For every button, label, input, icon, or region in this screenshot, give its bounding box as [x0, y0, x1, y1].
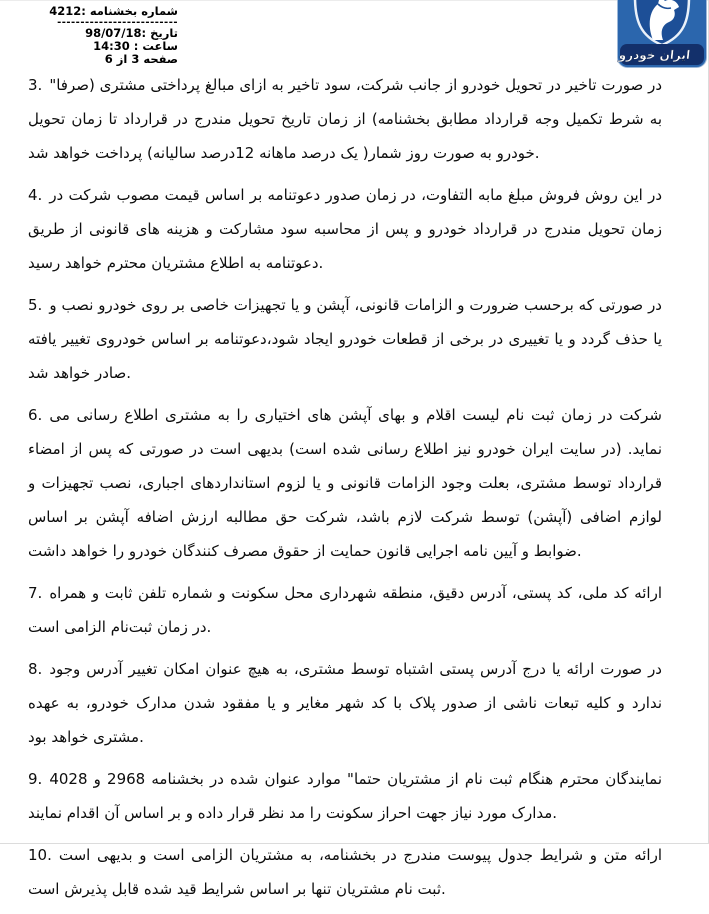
clause-4-number: 4. [28, 186, 43, 204]
clause-5-number: 5. [28, 296, 43, 314]
page-number-line: صفحه 3 از 6 [104, 52, 178, 66]
time-sep: : [129, 39, 143, 53]
circular-number-sep: : [81, 4, 90, 18]
clause-6-text: شرکت در زمان ثبت نام لیست اقلام و بهای آپشن های اختیاری را به مشتری اطلاع رسانی می نماید. (در سایت ایران خودرو نیز اطلاع رسانی شده است) بدیهی است در صورتی که پس از امضاء قرارداد توسط مشتری، بعلت وجود الزامات قانونی و یا لزوم استانداردهای اجباری، نصب تجهیزات و لوازم اضافی (آپشن) توسط شرکت لازم باشد، شرکت حق مطالبه ارزش اضافه آپشن بر اساس ضوابط و آیین نامه اجرایی قانون حمایت از حقوق مصرف کنندگان خودرو را خواهد داشت. [28, 406, 662, 560]
date-value: 98/07/18 [85, 26, 142, 40]
clause-3-text: در صورت تاخیر در تحویل خودرو از جانب شرکت، سود تاخیر به ازای مبالغ پرداختی مشتری (صرفا" به شرط تکمیل وجه قرارداد مطابق بخشنامه) از زمان تاریخ تحویل مندرج در قرارداد تا زمان تحویل خودرو به صورت روز شمار( یک درصد ماهانه 12درصد سالیانه) پرداخت خواهد شد. [28, 76, 662, 162]
iran-khodro-logo-svg [617, 0, 707, 68]
clause-4 [28, 178, 662, 280]
document-body [28, 68, 662, 914]
clause-5 [28, 288, 662, 390]
clause-5-text: در صورتی که برحسب ضرورت و الزامات قانونی، آپشن و یا تجهیزات خاصی بر روی خودرو نصب و یا حذف گردد و یا تغییری در برخی از قطعات خودرو ایجاد شود،دعوتنامه بر اساس خودروی تغییر یافته صادر خواهد شد. [28, 296, 662, 382]
iran-khodro-logo [617, 0, 707, 68]
clause-8 [28, 652, 662, 754]
clause-3-number: 3. [28, 76, 43, 94]
circular-number-label: شماره بخشنامه [89, 4, 178, 18]
date-sep: : [141, 26, 151, 40]
time-label: ساعت [142, 39, 178, 53]
clause-8-text: در صورت ارائه یا درج آدرس پستی اشتباه توسط مشتری، به هیچ عنوان امکان تغییر آدرس وجود ندارد و کلیه تبعات ناشی از صدور پلاک با کد شهر مغایر و یا مفقود شدن مدارک خودرو، به عهده مشتری خواهد بود. [28, 660, 662, 746]
clause-4-text: در این روش فروش مبلغ مابه التفاوت، در زمان صدور دعوتنامه بر اساس قیمت مصوب شرکت در زمان تحویل مندرج در قرارداد خودرو و پس از محاسبه سود مشارکت و هزینه های قانونی از طریق دعوتنامه به اطلاع مشتریان محترم خواهد رسید. [28, 186, 662, 272]
clause-9-text: نمایندگان محترم هنگام ثبت نام از مشتریان حتما" موارد عنوان شده در بخشنامه 2968 و 4028 مدارک مورد نیاز جهت احراز سکونت را مد نظر قرار داده و بر اساس آن اقدام نمایند. [28, 770, 662, 822]
clause-3 [28, 68, 662, 170]
date-label: تاریخ [150, 26, 178, 40]
header-divider: -------------------------- [57, 17, 178, 28]
clause-8-number: 8. [28, 660, 43, 678]
clause-9-number: 9. [28, 770, 43, 788]
header-meta-block [26, 5, 178, 66]
clause-10 [28, 838, 662, 906]
clause-7-number: 7. [28, 584, 43, 602]
logo-band-text: ایران خودرو [618, 48, 691, 62]
clause-7 [28, 576, 662, 644]
clause-9 [28, 762, 662, 830]
clause-7-text: ارائه کد ملی، کد پستی، آدرس دقیق، منطقه شهرداری محل سکونت و شماره تلفن ثابت و همراه در زمان ثبت‌نام الزامی است. [28, 584, 662, 636]
clause-10-number: 10. [28, 846, 52, 864]
clause-10-text: ارائه متن و شرایط جدول پیوست مندرج در بخشنامه، به مشتریان الزامی است و بدیهی است ثبت نام مشتریان تنها بر اساس شرایط قید شده قابل پذیرش است. [28, 846, 662, 898]
circular-number-value: 4212 [49, 4, 82, 18]
clause-6 [28, 398, 662, 568]
clause-6-number: 6. [28, 406, 43, 424]
time-value: 14:30 [93, 39, 130, 53]
